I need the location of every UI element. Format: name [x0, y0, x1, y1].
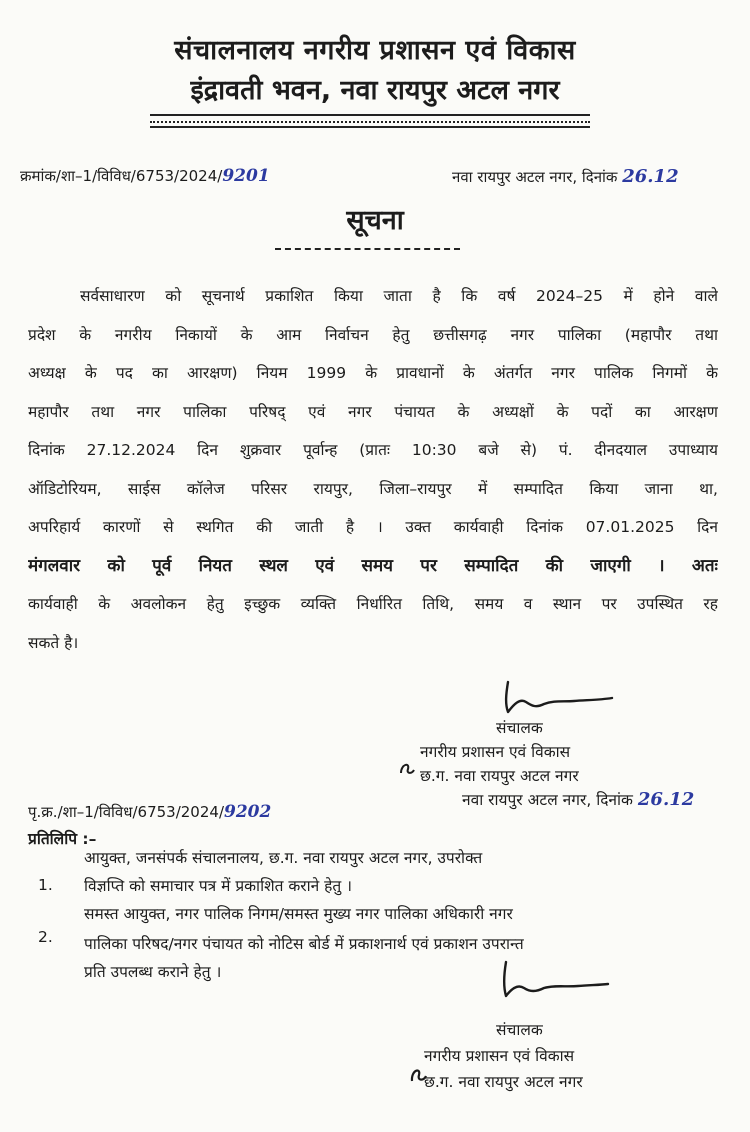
title-underline — [275, 248, 460, 250]
body-line: ऑडिटोरियम, साईस कॉलेज परिसर रायपुर, जिला–रायपुर में सम्पादित किया जाना था, — [28, 479, 718, 498]
signatory-dept-2: नगरीय प्रशासन एवं विकास — [424, 1047, 575, 1065]
copy-item-text: प्रति उपलब्ध कराने हेतु । — [84, 963, 222, 981]
signatory-place-date-1 — [462, 788, 694, 810]
reference-number-handwritten: 9201 — [222, 166, 270, 186]
signatory-dept-1: नगरीय प्रशासन एवं विकास — [420, 743, 571, 761]
notice-body — [28, 277, 718, 662]
body-line: सर्वसाधारण को सूचनार्थ प्रकाशित किया जाता है कि वर्ष 2024–25 में होने वाले — [80, 287, 718, 305]
initial-mark-icon — [398, 760, 416, 780]
signatory-designation-1: संचालक — [496, 719, 543, 737]
body-line: प्रदेश के नगरीय निकायों के आम निर्वाचन हेतु छत्तीसगढ़ नगर पालिका (महापौर तथा — [28, 325, 718, 344]
signature-2 — [496, 958, 616, 1006]
reference-place-date — [452, 166, 679, 187]
body-line: महापौर तथा नगर पालिका परिषद् एवं नगर पंचायत के अध्यक्षों के पदों का आरक्षण — [28, 402, 718, 421]
reference-date-handwritten: 26.12 — [622, 166, 679, 187]
signatory-date-handwritten-1: 26.12 — [637, 789, 695, 810]
reference-number-text: क्रमांक/शा–1/विविध/6753/2024/ — [20, 167, 223, 185]
signatory-state-1: छ.ग. नवा रायपुर अटल नगर — [420, 767, 579, 785]
body-line: अपरिहार्य कारणों से स्थगित की जाती है । उक्त कार्यवाही दिनांक 07.01.2025 दिन — [28, 518, 718, 536]
body-line: दिनांक 27.12.2024 दिन शुक्रवार पूर्वान्ह (प्रातः 10:30 बजे से) पं. दीनदयाल उपाध्याय — [28, 441, 718, 459]
body-line: अध्यक्ष के पद का आरक्षण) नियम 1999 के प्रावधानों के अंतर्गत नगर पालिक निगमों के — [28, 364, 718, 382]
copy-item-text: आयुक्त, जनसंपर्क संचालनालय, छ.ग. नवा रायपुर अटल नगर, उपरोक्त — [84, 849, 483, 867]
office-title: संचालनालय नगरीय प्रशासन एवं विकास — [174, 35, 576, 66]
signatory-place-text-1: नवा रायपुर अटल नगर, दिनांक — [462, 791, 633, 809]
reference-place-text: नवा रायपुर अटल नगर, दिनांक — [452, 168, 618, 186]
copy-reference-number — [28, 802, 271, 822]
header-rule-bottom — [150, 126, 590, 128]
header-rule — [150, 114, 590, 116]
copy-item-text: विज्ञप्ति को समाचार पत्र में प्रकाशित कराने हेतु । — [84, 877, 353, 895]
copy-item-text: पालिका परिषद/नगर पंचायत को नोटिस बोर्ड में प्रकाशनार्थ एवं प्रकाशन उपरान्त — [84, 935, 524, 953]
signatory-state-2: छ.ग. नवा रायपुर अटल नगर — [424, 1073, 583, 1091]
office-address: इंद्रावती भवन, नवा रायपुर अटल नगर — [190, 75, 560, 106]
reference-number — [20, 166, 270, 186]
body-line: सकते है। — [28, 633, 79, 652]
copy-item-text: समस्त आयुक्त, नगर पालिक निगम/समस्त मुख्य नगर पालिका अधिकारी नगर — [84, 905, 513, 923]
body-line-emphasis: मंगलवार को पूर्व नियत स्थल एवं समय पर सम्पादित की जाएगी । अतः — [28, 555, 718, 576]
copy-label: प्रतिलिपि :– — [28, 830, 97, 848]
copy-reference-handwritten: 9202 — [224, 802, 272, 822]
copy-reference-text: पृ.क्र./शा–1/विविध/6753/2024/ — [28, 803, 224, 821]
signatory-designation-2: संचालक — [496, 1021, 543, 1039]
copy-item-number: 1. — [38, 876, 53, 894]
copy-item-number: 2. — [38, 928, 53, 946]
body-line: कार्यवाही के अवलोकन हेतु इच्छुक व्यक्ति निर्धारित तिथि, समय व स्थान पर उपस्थित रह — [28, 595, 718, 613]
notice-title: सूचना — [346, 205, 404, 236]
header-rule-dotted — [150, 121, 590, 123]
